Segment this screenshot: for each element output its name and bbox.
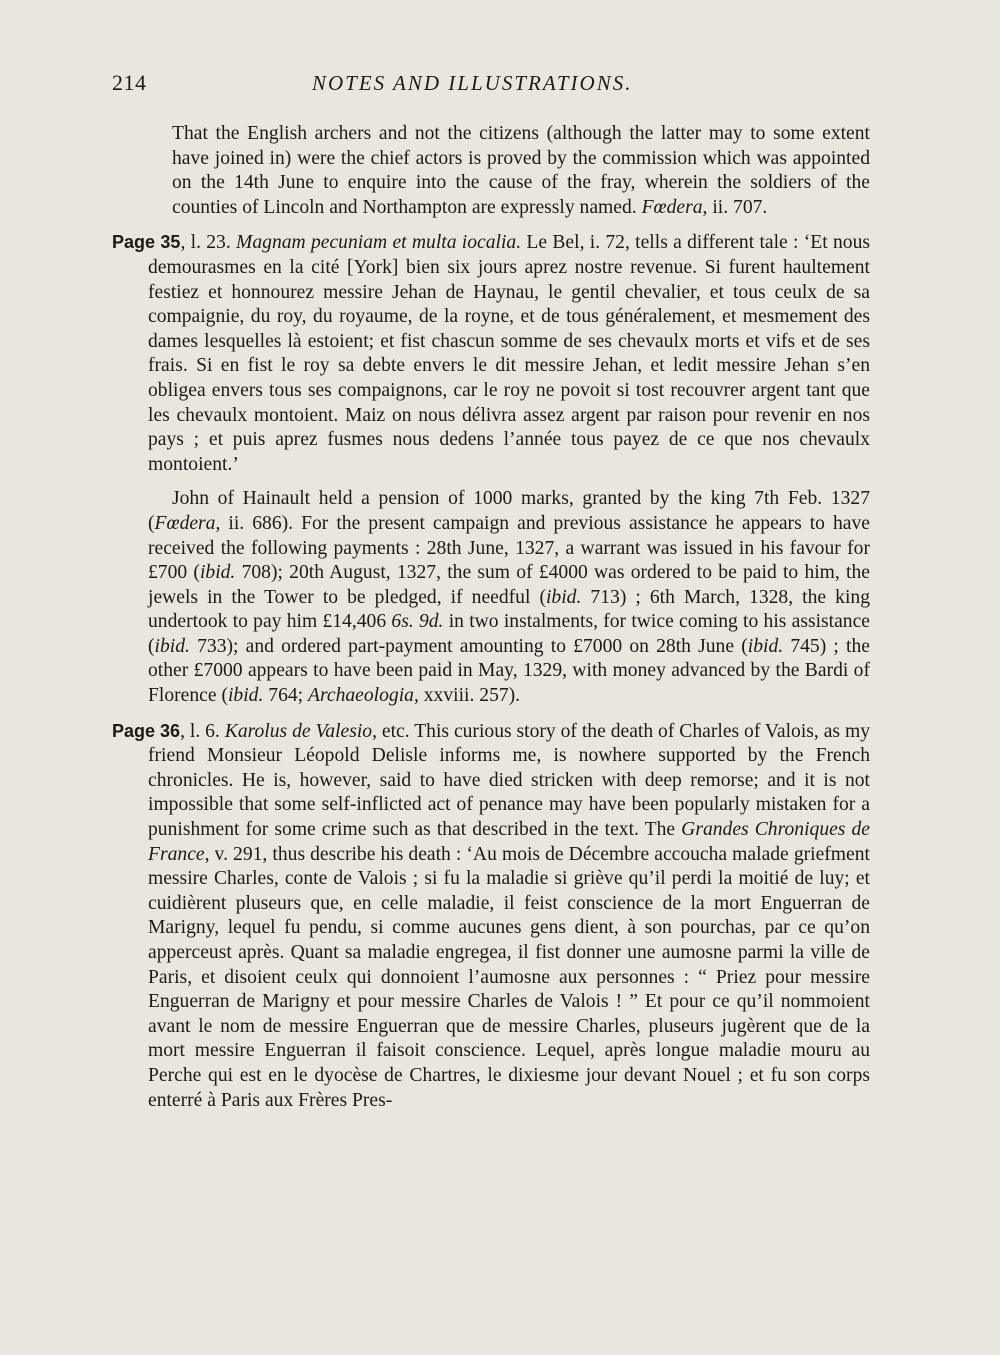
paragraph-text: 713) ; 6th March, 1328, the king undertook to pay him £14,406: [148, 586, 870, 633]
note-paragraph: [112, 230, 870, 477]
paragraph-text: 708); 20th August, 1327, the sum of £4000 was ordered to be paid to him, the jewels in the Tower to be pledged, if needful (: [148, 562, 870, 608]
page-reference: Page 35: [112, 232, 181, 253]
citation-title: Fœdera: [641, 196, 703, 218]
citation-title: Grandes Chroniques de France: [148, 819, 870, 865]
note-text: , etc. This curious story of the death of Charles of Valois, as my friend Monsieur Léopold Delisle informs me, is nowhere supported by the French chronicles. He is, however, said to have died stricken with deep remorse; and it is not impossible that some self-inflicted act of penance may have been popularly mistaken for a punishment for some crime such as that described in the text. The: [148, 720, 870, 841]
line-reference: , l. 23.: [180, 232, 231, 254]
citation-ref: , ii. 707.: [702, 196, 768, 218]
paragraph-text: , ii. 686). For the present campaign and previous assistance he appears to have received the following payments : 28th June, 1327, a warrant was issued in his favour for £700 (: [148, 512, 870, 584]
note-text: , v. 291, thus describe his death : ‘Au mois de Décembre accoucha malade griefment messire Charles, conte de Valois ; si fu la maladie si griève qu’il perdi la moitié de luy; et cuidièrent pluseurs que, en celle maladie, il feist conscience de la mort Enguerran de Marigny, lequel fu pendu, si comme aucunes gens dient, à son pourchas, par ce qu’on apperceust après. Quant sa maladie engregea, il fist donner une aumosne parmi la ville de Paris, et disoient ceulx qui donnoient l’aumosne aux personnes : “ Priez pour messire Enguerran de Marigny et pour messire Charles de Valois ! ” Et pour ce qu’il nommoient avant le nom de messire Enguerran que de messire Charles, pluseurs jugèrent que de la mort messire Enguerran il faisoit conscience. Lequel, après longue maladie mouru au Perche qui est en le dyocèse de Chartres, le dixiesme jour devant Nouel ; et fu son corps enterré à Paris aux Frères Pres-: [148, 843, 870, 1111]
note-page-35: [112, 230, 870, 477]
page-header: [112, 70, 870, 96]
lemma: Karolus de Valesio: [224, 720, 373, 742]
paragraph-text: 764;: [263, 685, 309, 707]
ibid: ibid.: [154, 635, 190, 657]
paragraph-text: in two instalments, for twice coming to his assistance (: [148, 611, 870, 657]
ibid: ibid.: [227, 685, 264, 707]
ibid: ibid.: [545, 586, 582, 608]
ibid: ibid.: [199, 562, 236, 584]
note-paragraph: [112, 719, 870, 1114]
note-page-36: [112, 719, 870, 1114]
note-text: Le Bel, i. 72, tells a different tale : ‘Et nous demourasmes en la cité [York] bien six jours aprez nostre revenue. Si furent haultement festiez et honnourez messire Jehan de Haynau, le gentil chevalier, et tous ceulx de sa compaignie, du roy, du royaume, de la royne, et de tous généralement, et mesmement des dames lesquelles là estoient; et fist chascun somme de ses chevaulx morts et vifs et de ses frais. Si en fist le roy sa debte envers le dit messire Jehan, et ledit messire Jehan s’en obligea envers tous ses compaignons, car le roy ne povoit si tost recouvrer argent tant que les chevaulx montoient. Maiz on nous délivra assez argent par raison pour revenir en nos pays ; et puis aprez fusmes nous dedens l’année tous payez de ce que nos chevaulx montoient.’: [148, 232, 870, 475]
citation-title: Archaeologia: [308, 685, 414, 707]
paragraph-text: 745) ; the other £7000 appears to have been paid in May, 1329, with money advanced by the Bardi of Florence (: [148, 635, 870, 707]
page-number: 214: [112, 70, 147, 95]
line-reference: , l. 6.: [180, 720, 220, 742]
paragraph-text: John of Hainault held a pension of 1000 marks, granted by the king 7th Feb. 1327 (: [148, 488, 870, 534]
paragraph-hainault: [112, 487, 870, 708]
running-title: NOTES AND ILLUSTRATIONS.: [312, 71, 633, 95]
citation-title: Fœdera: [154, 512, 216, 534]
paragraph-text: , xxviii. 257).: [413, 685, 521, 707]
paragraph-text: 733); and ordered part-payment amounting to £7000 on 28th June (: [189, 635, 748, 657]
page-reference: Page 36: [112, 720, 181, 741]
paragraph-archers: [112, 122, 870, 220]
lemma: Magnam pecuniam et multa iocalia.: [236, 232, 522, 254]
page-body: [112, 122, 870, 1113]
ibid: ibid.: [747, 635, 784, 657]
currency-amount: 6s. 9d.: [391, 611, 444, 633]
paragraph-text: That the English archers and not the citizens (although the latter may to some extent have joined in) were the chief actors is proved by the commission which was appointed on the 14th June to enquire into the cause of the fray, wherein the soldiers of the counties of Lincoln and Northampton are expressly named.: [172, 123, 870, 218]
